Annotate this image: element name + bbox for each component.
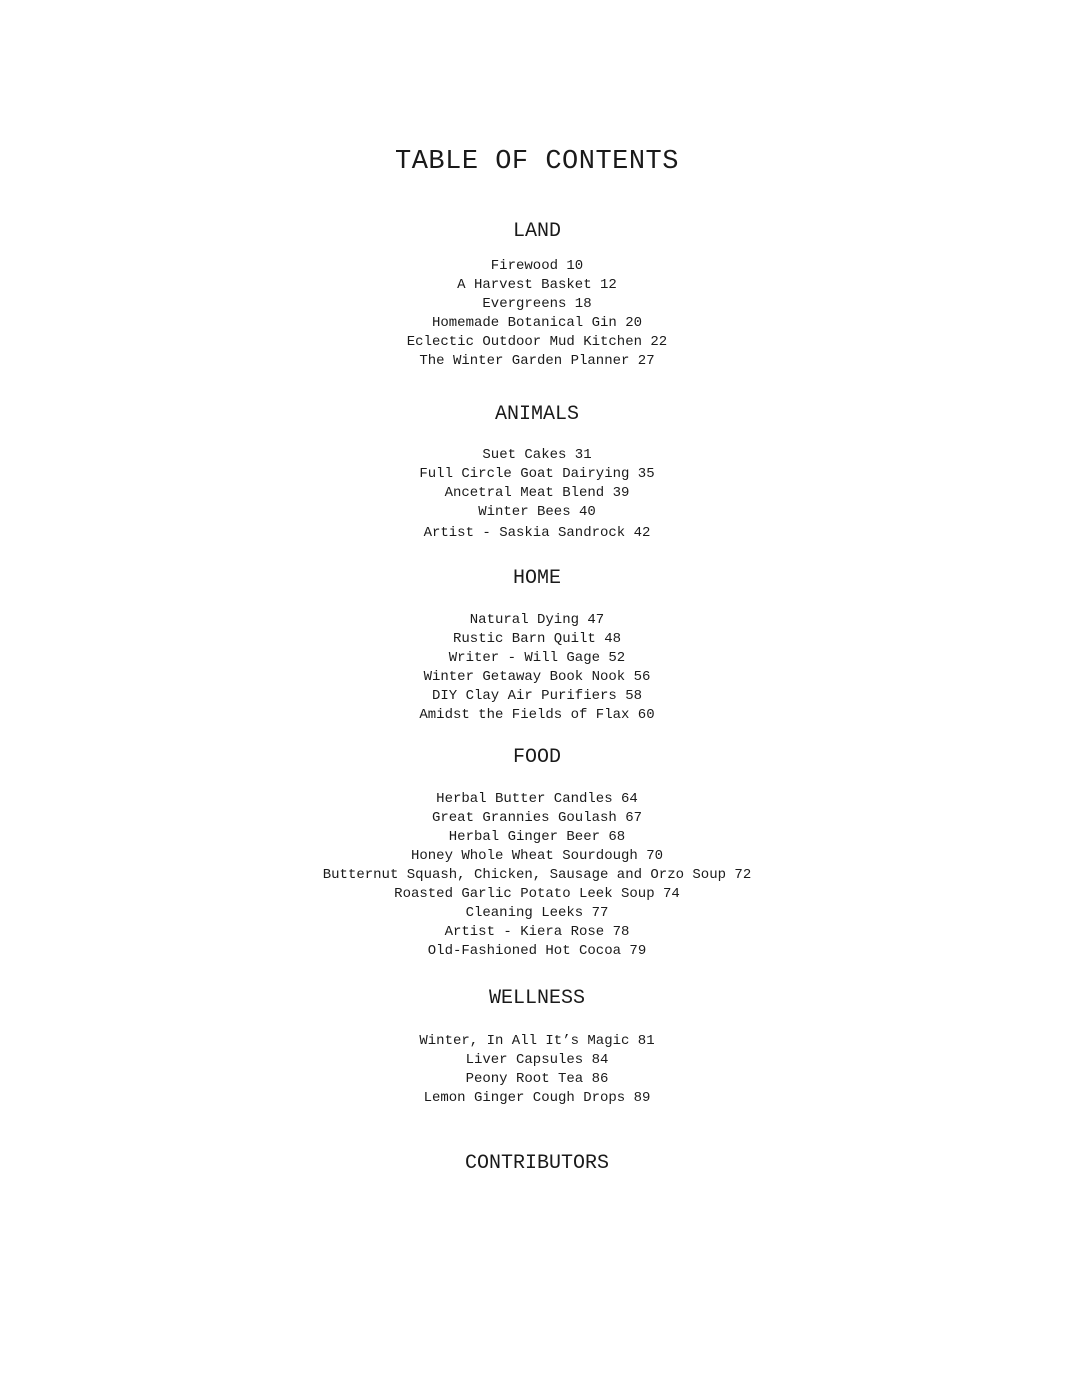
toc-entry: Liver Capsules 84 [465, 1052, 609, 1068]
toc-entry: Eclectic Outdoor Mud Kitchen 22 [406, 334, 668, 350]
toc-entry: Artist - Kiera Rose 78 [444, 924, 630, 940]
toc-entry: Winter Bees 40 [478, 504, 596, 520]
section-heading-wellness: WELLNESS [488, 987, 585, 1010]
toc-entry: Rustic Barn Quilt 48 [452, 631, 622, 647]
toc-entry: DIY Clay Air Purifiers 58 [431, 688, 643, 704]
toc-entry: Full Circle Goat Dairying 35 [419, 466, 655, 482]
section-heading-land: LAND [512, 220, 561, 243]
section-heading-home: HOME [512, 567, 561, 590]
section-entries-animals [0, 446, 1074, 543]
toc-entry: Honey Whole Wheat Sourdough 70 [410, 848, 664, 864]
toc-entry: Evergreens 18 [482, 296, 592, 312]
toc-entry: Homemade Botanical Gin 20 [431, 315, 643, 331]
toc-entry: Ancetral Meat Blend 39 [444, 485, 630, 501]
toc-entry: Suet Cakes 31 [482, 447, 592, 463]
toc-entry: Butternut Squash, Chicken, Sausage and Orzo Soup 72 [322, 867, 752, 883]
section-heading-animals: ANIMALS [494, 403, 579, 426]
toc-entry: The Winter Garden Planner 27 [419, 353, 655, 369]
section-heading-food: FOOD [512, 746, 561, 769]
toc-entry: Cleaning Leeks 77 [465, 905, 609, 921]
toc-entry: Winter, In All It’s Magic 81 [419, 1033, 655, 1049]
toc-entry: A Harvest Basket 12 [457, 277, 617, 293]
toc-entry: Natural Dying 47 [469, 612, 605, 628]
toc-entry: Herbal Ginger Beer 68 [448, 829, 626, 845]
toc-entry: Roasted Garlic Potato Leek Soup 74 [394, 886, 680, 902]
toc-entry: Herbal Butter Candles 64 [436, 791, 638, 807]
toc-entry: Great Grannies Goulash 67 [431, 810, 643, 826]
section-entries-wellness [0, 1032, 1074, 1108]
toc-entry: Amidst the Fields of Flax 60 [419, 707, 655, 723]
toc-entry: Lemon Ginger Cough Drops 89 [423, 1090, 651, 1106]
toc-entry: Winter Getaway Book Nook 56 [423, 669, 651, 685]
toc-entry: Firewood 10 [490, 258, 584, 274]
section-entries-food [0, 790, 1074, 961]
toc-entry: Artist - Saskia Sandrock 42 [423, 525, 651, 541]
section-heading-contributors: CONTRIBUTORS [464, 1152, 610, 1175]
section-entries-home [0, 611, 1074, 725]
page-title: TABLE OF CONTENTS [395, 147, 679, 177]
section-entries-land [0, 257, 1074, 371]
toc-entry: Peony Root Tea 86 [465, 1071, 609, 1087]
toc-entry: Old-Fashioned Hot Cocoa 79 [427, 943, 647, 959]
toc-entry: Writer - Will Gage 52 [448, 650, 626, 666]
